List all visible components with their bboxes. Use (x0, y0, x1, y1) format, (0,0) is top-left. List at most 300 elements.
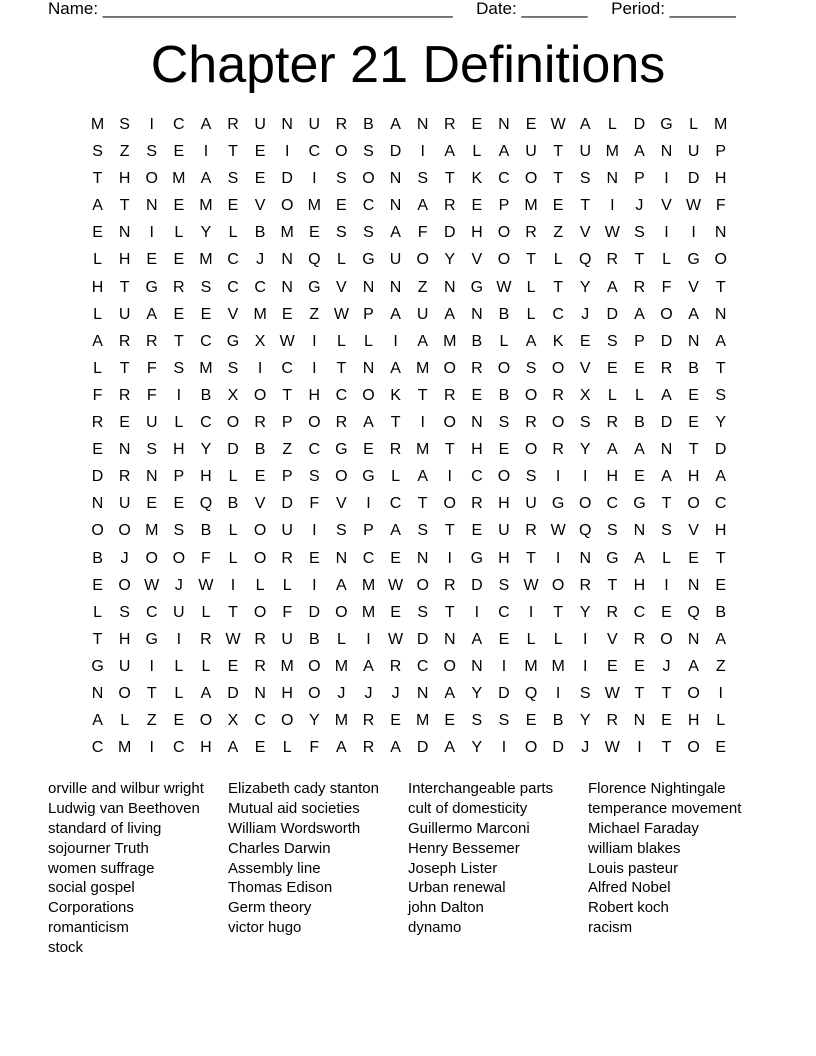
grid-letter: C (335, 386, 348, 404)
grid-letter: T (553, 603, 564, 621)
grid-letter: H (308, 386, 321, 404)
grid-letter: O (524, 386, 538, 404)
grid-letter: D (416, 630, 429, 648)
grid-letter: R (254, 414, 266, 432)
grid-letter: T (146, 684, 157, 702)
grid-letter: A (390, 522, 401, 540)
grid-letter: T (92, 170, 103, 188)
grid-letter: B (308, 630, 320, 648)
grid-letter: R (389, 441, 402, 459)
grid-letter: O (253, 386, 267, 404)
grid-letter: S (525, 468, 537, 486)
grid-letter: U (579, 143, 592, 161)
grid-letter: R (552, 441, 564, 459)
grid-letter: D (606, 305, 619, 323)
grid-letter: V (336, 278, 347, 296)
grid-letter: Z (146, 712, 157, 730)
grid-letter: P (498, 197, 510, 215)
grid-letter: S (634, 224, 645, 242)
grid-letter: A (688, 305, 699, 323)
grid-letter: A (498, 143, 510, 161)
grid-letter: I (257, 359, 263, 377)
grid-letter: I (149, 739, 154, 757)
grid-letter: V (661, 197, 672, 215)
grid-letter: O (687, 495, 700, 513)
grid-letter: L (228, 549, 238, 567)
grid-letter: L (201, 657, 211, 675)
grid-letter: E (688, 414, 699, 432)
grid-letter: O (308, 657, 321, 675)
grid-letter: N (389, 170, 402, 188)
grid-letter: I (583, 657, 588, 675)
grid-letter: R (254, 657, 266, 675)
grid-letter: T (553, 278, 564, 296)
word-list-item: Ludwig van Beethoven (48, 799, 200, 817)
grid-letter: D (443, 224, 456, 242)
grid-letter: S (498, 414, 510, 432)
grid-letter: S (227, 359, 239, 377)
grid-letter: R (200, 630, 212, 648)
grid-letter: S (363, 143, 374, 161)
grid-letter: O (551, 359, 565, 377)
grid-letter: O (443, 414, 456, 432)
grid-letter: E (254, 468, 266, 486)
grid-letter: O (524, 170, 538, 188)
grid-letter: C (200, 332, 212, 350)
grid-letter: L (174, 414, 184, 432)
grid-letter: E (119, 414, 130, 432)
word-list-item: john Dalton (408, 899, 484, 917)
word-list-item: Louis pasteur (588, 859, 679, 877)
grid-letter: E (498, 441, 510, 459)
grid-letter: H (687, 712, 700, 730)
grid-letter: S (336, 522, 347, 540)
grid-letter: M (416, 441, 430, 459)
word-list-item: orville and wilbur wright (48, 780, 204, 797)
grid-letter: W (550, 116, 566, 133)
grid-letter: P (363, 522, 374, 540)
grid-letter: O (172, 549, 186, 567)
grid-letter: B (254, 224, 266, 242)
grid-letter: T (417, 495, 428, 513)
grid-letter: E (173, 251, 185, 269)
grid-letter: I (366, 495, 371, 513)
grid-letter: E (227, 657, 239, 675)
grid-letter: A (471, 630, 483, 648)
grid-letter: L (228, 224, 238, 242)
grid-letter: J (662, 657, 671, 675)
grid-letter: T (92, 630, 103, 648)
grid-letter: O (443, 495, 456, 513)
grid-letter: H (714, 170, 727, 188)
grid-letter: E (471, 116, 483, 133)
word-list-item: Florence Nightingale (588, 780, 726, 797)
grid-letter: O (524, 739, 538, 757)
grid-letter: B (552, 712, 564, 730)
grid-letter: W (388, 576, 404, 594)
grid-letter: S (227, 170, 239, 188)
grid-letter: A (444, 739, 456, 757)
grid-letter: L (201, 603, 211, 621)
grid-letter: I (664, 170, 669, 188)
grid-letter: I (691, 224, 696, 242)
grid-letter: E (92, 224, 103, 242)
grid-letter: B (254, 441, 266, 459)
grid-letter: E (471, 522, 483, 540)
grid-letter: I (149, 224, 154, 242)
grid-letter: A (634, 143, 645, 161)
grid-letter: I (501, 739, 507, 757)
grid-letter: X (579, 386, 591, 404)
grid-letter: N (579, 549, 592, 567)
grid-letter: B (92, 549, 103, 567)
grid-letter: O (497, 359, 511, 377)
grid-letter: I (149, 657, 154, 675)
grid-letter: P (173, 468, 185, 486)
grid-letter: T (526, 549, 536, 567)
grid-letter: W (225, 630, 241, 648)
grid-letter: Z (553, 224, 564, 242)
name-field: Name: _____________________________________ (48, 0, 453, 18)
grid-letter: I (284, 143, 290, 161)
grid-letter: R (606, 251, 619, 269)
word-list-item: Joseph Lister (408, 859, 498, 877)
grid-letter: S (579, 170, 591, 188)
grid-letter: N (687, 576, 700, 594)
grid-letter: L (553, 630, 563, 648)
grid-letter: N (145, 197, 158, 215)
grid-letter: S (471, 712, 483, 730)
grid-letter: L (93, 359, 102, 377)
grid-letter: E (390, 549, 401, 567)
grid-letter: G (470, 549, 484, 567)
grid-letter: M (253, 305, 267, 323)
grid-letter: L (93, 305, 102, 323)
grid-letter: E (308, 224, 320, 242)
grid-letter: I (203, 143, 209, 161)
grid-letter: D (308, 603, 321, 621)
grid-letter: U (498, 522, 510, 540)
grid-letter: S (200, 278, 212, 296)
grid-letter: R (173, 278, 185, 296)
grid-letter: N (362, 278, 375, 296)
grid-letter: R (91, 414, 104, 432)
grid-letter: P (715, 143, 727, 161)
grid-letter: L (526, 630, 536, 648)
grid-letter: P (281, 468, 293, 486)
grid-letter: H (200, 739, 212, 757)
word-list-item: Elizabeth cady stanton (228, 780, 379, 797)
grid-letter: O (362, 170, 375, 188)
grid-letter: E (173, 305, 185, 323)
page-title: Chapter 21 Definitions (150, 36, 666, 94)
grid-letter: T (553, 170, 564, 188)
word-list-item: standard of living (48, 819, 162, 837)
grid-letter: U (281, 630, 293, 648)
word-list-item: victor hugo (228, 919, 302, 937)
grid-letter: U (118, 495, 131, 513)
grid-letter: L (174, 224, 184, 242)
grid-letter: V (254, 197, 266, 215)
grid-letter: E (606, 359, 618, 377)
grid-letter: R (633, 630, 646, 648)
grid-letter: T (444, 170, 455, 188)
grid-letter: A (336, 739, 347, 757)
grid-letter: I (420, 414, 425, 432)
grid-letter: C (145, 603, 158, 621)
grid-letter: M (551, 657, 565, 675)
grid-letter: D (227, 441, 239, 459)
grid-letter: V (579, 359, 591, 377)
grid-letter: U (173, 603, 185, 621)
grid-letter: R (471, 359, 483, 377)
grid-letter: L (336, 332, 346, 350)
grid-letter: I (312, 170, 317, 188)
grid-letter: F (92, 386, 103, 404)
grid-letter: L (391, 468, 401, 486)
grid-letter: T (553, 143, 564, 161)
grid-letter: F (309, 495, 320, 513)
grid-letter: R (443, 197, 456, 215)
grid-letter: Y (200, 224, 212, 242)
grid-letter: E (715, 576, 727, 594)
grid-letter: I (664, 576, 669, 594)
grid-letter: T (417, 386, 428, 404)
grid-letter: U (389, 251, 402, 269)
grid-letter: N (443, 278, 456, 296)
grid-letter: A (336, 576, 347, 594)
grid-letter: R (443, 386, 456, 404)
grid-letter: T (336, 359, 347, 377)
grid-letter: Q (579, 251, 592, 269)
word-list-item: romanticism (48, 919, 129, 937)
grid-letter: A (661, 468, 672, 486)
grid-letter: H (118, 630, 131, 648)
grid-letter: B (715, 603, 727, 621)
grid-letter: O (335, 468, 348, 486)
grid-letter: I (501, 657, 507, 675)
grid-letter: R (145, 332, 158, 350)
grid-letter: A (661, 386, 672, 404)
grid-letter: N (633, 712, 646, 730)
grid-letter: O (443, 657, 456, 675)
grid-letter: W (686, 197, 702, 215)
grid-letter: B (363, 116, 374, 133)
grid-letter: A (417, 332, 428, 350)
grid-letter: W (496, 278, 512, 296)
grid-letter: O (362, 386, 375, 404)
grid-letter: R (579, 576, 592, 594)
grid-letter: B (200, 386, 212, 404)
grid-letter: I (555, 684, 561, 702)
grid-letter: L (499, 332, 509, 350)
grid-letter: N (281, 278, 293, 296)
grid-letter: L (607, 386, 617, 404)
grid-letter: M (361, 576, 376, 594)
grid-letter: L (228, 522, 238, 540)
grid-letter: M (280, 224, 294, 242)
grid-letter: E (336, 197, 347, 215)
grid-letter: R (227, 116, 239, 133)
grid-letter: B (200, 522, 212, 540)
grid-letter: E (525, 712, 537, 730)
grid-letter: R (362, 712, 375, 730)
grid-letter: L (120, 712, 130, 730)
grid-letter: J (581, 305, 590, 323)
grid-letter: T (228, 603, 238, 621)
grid-letter: A (444, 305, 456, 323)
grid-letter: H (687, 468, 700, 486)
grid-letter: T (688, 441, 699, 459)
grid-letter: A (634, 305, 645, 323)
grid-letter: N (91, 495, 104, 513)
grid-letter: A (715, 332, 727, 350)
grid-letter: R (525, 224, 537, 242)
grid-letter: E (92, 441, 103, 459)
grid-letter: O (118, 576, 131, 594)
grid-letter: S (308, 468, 320, 486)
grid-letter: O (497, 251, 511, 269)
grid-letter: O (416, 576, 429, 594)
grid-letter: T (661, 739, 672, 757)
grid-letter: D (416, 739, 429, 757)
grid-letter: U (416, 305, 429, 323)
grid-letter: T (444, 522, 455, 540)
grid-letter: Y (715, 414, 727, 432)
grid-letter: H (173, 441, 185, 459)
grid-letter: T (119, 278, 130, 296)
grid-letter: X (227, 712, 239, 730)
grid-letter: G (226, 332, 240, 350)
grid-letter: T (119, 359, 130, 377)
grid-letter: A (390, 305, 401, 323)
grid-letter: A (363, 657, 374, 675)
grid-letter: M (334, 657, 349, 675)
grid-letter: L (662, 251, 671, 269)
word-list-item: Germ theory (228, 899, 312, 917)
grid-letter: N (389, 197, 402, 215)
grid-letter: I (393, 332, 398, 350)
grid-letter: C (254, 278, 266, 296)
grid-letter: B (688, 359, 699, 377)
word-list-item: social gospel (48, 879, 135, 897)
grid-letter: N (606, 170, 619, 188)
grid-letter: M (117, 739, 132, 757)
grid-letter: J (120, 549, 129, 567)
grid-letter: W (604, 224, 620, 242)
grid-letter: I (312, 359, 317, 377)
grid-letter: I (230, 576, 236, 594)
grid-letter: E (254, 739, 266, 757)
grid-letter: G (91, 657, 104, 675)
grid-letter: M (307, 197, 321, 215)
grid-letter: G (687, 251, 700, 269)
grid-letter: R (660, 359, 673, 377)
grid-letter: P (634, 332, 645, 350)
grid-letter: L (282, 576, 292, 594)
word-list-item: sojourner Truth (48, 839, 149, 857)
grid-letter: M (145, 522, 159, 540)
grid-letter: K (390, 386, 401, 404)
grid-letter: N (362, 359, 375, 377)
grid-letter: T (607, 576, 618, 594)
grid-letter: D (389, 143, 402, 161)
grid-letter: I (447, 549, 452, 567)
grid-letter: L (662, 549, 671, 567)
grid-letter: W (279, 332, 295, 350)
grid-letter: R (118, 468, 131, 486)
grid-letter: E (227, 197, 239, 215)
grid-letter: U (281, 522, 293, 540)
grid-letter: O (497, 468, 511, 486)
grid-letter: Z (119, 143, 130, 161)
grid-letter: E (444, 712, 456, 730)
grid-letter: G (362, 251, 375, 269)
grid-letter: N (714, 305, 727, 323)
grid-letter: J (635, 197, 644, 215)
grid-letter: N (118, 441, 131, 459)
grid-letter: C (633, 603, 646, 621)
grid-letter: U (525, 495, 537, 513)
grid-letter: C (498, 603, 510, 621)
grid-letter: G (606, 549, 619, 567)
grid-letter: A (444, 684, 456, 702)
grid-letter: T (119, 197, 130, 215)
grid-letter: M (605, 143, 619, 161)
grid-letter: O (524, 441, 538, 459)
grid-letter: E (634, 468, 645, 486)
grid-letter: N (660, 441, 673, 459)
grid-letter: T (715, 359, 726, 377)
grid-letter: L (553, 251, 563, 269)
grid-letter: O (145, 549, 158, 567)
grid-letter: F (309, 739, 320, 757)
grid-letter: B (498, 305, 510, 323)
word-list-item: William Wordsworth (228, 819, 361, 837)
grid-letter: F (282, 603, 293, 621)
grid-letter: E (715, 739, 727, 757)
grid-letter: T (390, 414, 401, 432)
grid-letter: V (227, 305, 239, 323)
date-field: Date: _______ (476, 0, 588, 18)
student-info-header (48, 0, 768, 22)
grid-letter: R (335, 414, 348, 432)
grid-letter: J (256, 251, 265, 269)
grid-letter: S (336, 170, 347, 188)
grid-letter: A (579, 116, 591, 133)
grid-letter: O (660, 305, 673, 323)
grid-letter: D (660, 332, 673, 350)
grid-letter: D (552, 739, 564, 757)
grid-letter: N (498, 116, 510, 133)
grid-letter: H (200, 468, 212, 486)
grid-letter: I (312, 522, 317, 540)
grid-letter: Q (199, 495, 213, 513)
grid-letter: L (93, 251, 102, 269)
grid-letter: E (471, 197, 483, 215)
grid-letter: E (173, 143, 185, 161)
grid-letter: S (417, 170, 428, 188)
grid-letter: E (146, 495, 158, 513)
grid-letter: N (335, 549, 348, 567)
grid-letter: N (389, 278, 402, 296)
grid-letter: Q (524, 684, 538, 702)
grid-letter: N (416, 116, 429, 133)
grid-letter: I (555, 468, 561, 486)
grid-letter: H (498, 549, 510, 567)
grid-letter: L (472, 143, 482, 161)
grid-letter: A (715, 630, 727, 648)
